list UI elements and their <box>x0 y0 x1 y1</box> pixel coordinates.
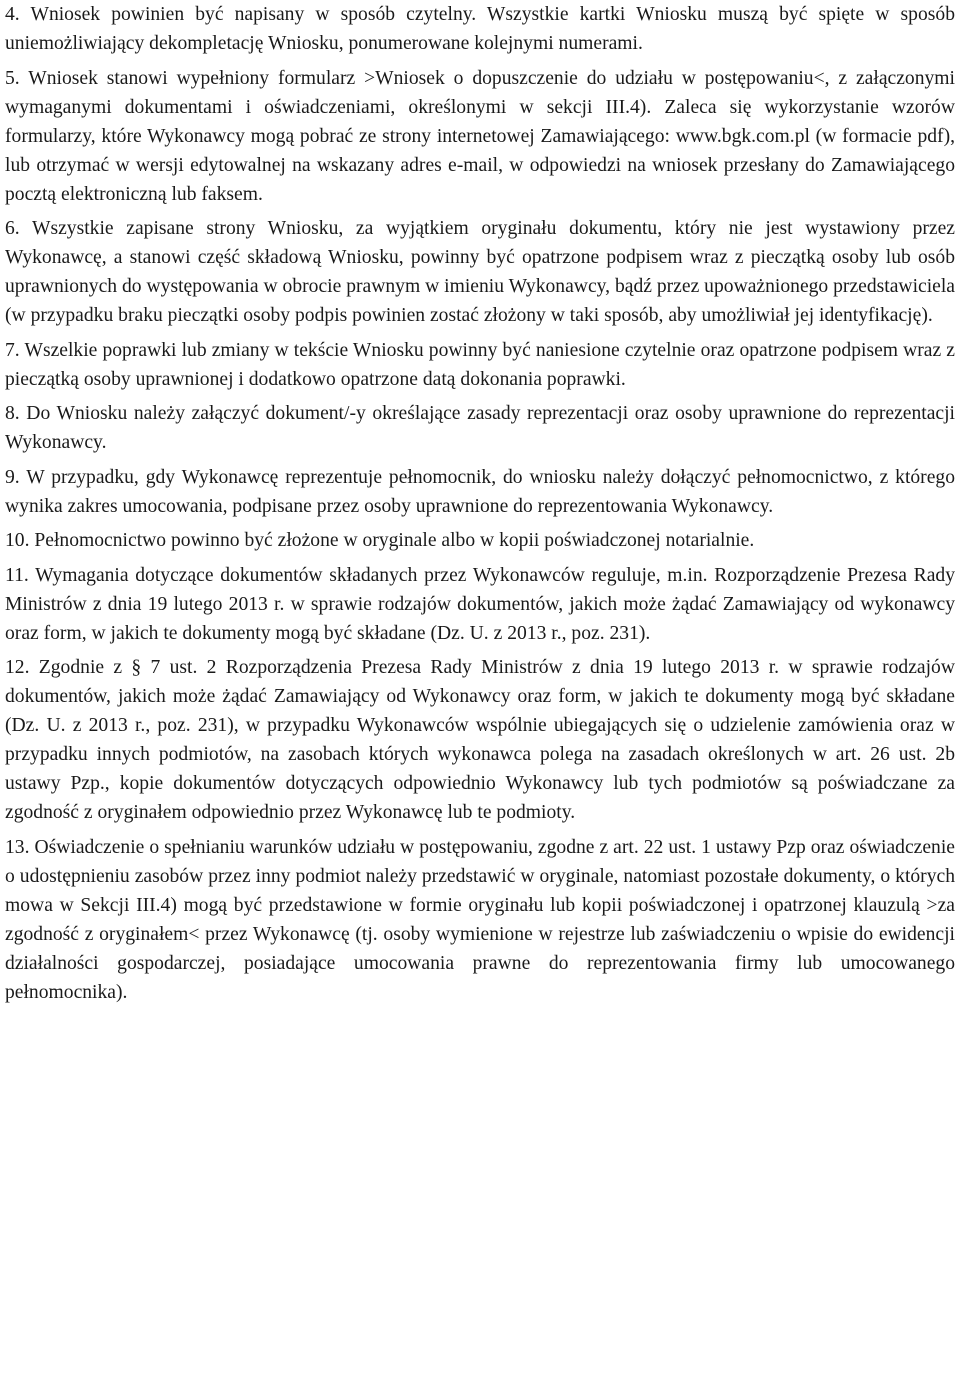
paragraph-4: 4. Wniosek powinien być napisany w sposób czytelny. Wszystkie kartki Wniosku muszą być spięte w sposób uniemożliwiający dekompletację Wniosku, ponumerowane kolejnymi numerami. <box>5 4 955 54</box>
paragraph-6: 6. Wszystkie zapisane strony Wniosku, za wyjątkiem oryginału dokumentu, który nie jest wystawiony przez Wykonawcę, a stanowi część składową Wniosku, powinny być opatrzone podpisem wraz z pieczątką osoby lub osób uprawnionych do występowania w obrocie prawnym w imieniu Wykonawcy, bądź przez upoważnionego przedstawiciela (w przypadku braku pieczątki osoby podpis powinien zostać złożony w taki sposób, aby umożliwiał jej identyfikację). <box>5 218 955 326</box>
paragraph-13: 13. Oświadczenie o spełnianiu warunków udziału w postępowaniu, zgodne z art. 22 ust. 1 ustawy Pzp oraz oświadczenie o udostępnieniu zasobów przez inny podmiot należy przedstawić w oryginale, natomiast pozostałe dokumenty, o których mowa w Sekcji III.4) mogą być przedstawione w formie oryginału lub kopii poświadczonej i opatrzonej klauzulą >za zgodność z oryginałem< przez Wykonawcę (tj. osoby wymienione w rejestrze lub zaświadczeniu o wpisie do ewidencji działalności gospodarczej, posiadające umocowania prawne do reprezentowania firmy lub umocowanego pełnomocnika). <box>5 836 955 1003</box>
paragraph-11: 11. Wymagania dotyczące dokumentów składanych przez Wykonawców reguluje, m.in. Rozporządzenie Prezesa Rady Ministrów z dnia 19 lutego 2013 r. w sprawie rodzajów dokumentów, jakich może żądać Zamawiający od wykonawcy oraz form, w jakich te dokumenty mogą być składane (Dz. U. z 2013 r., poz. 231). <box>5 564 955 644</box>
paragraph-8: 8. Do Wniosku należy załączyć dokument/-y określające zasady reprezentacji oraz osoby uprawnione do reprezentacji Wykonawcy. <box>5 403 955 453</box>
paragraph-12: 12. Zgodnie z § 7 ust. 2 Rozporządzenia Prezesa Rady Ministrów z dnia 19 lutego 2013 r. w sprawie rodzajów dokumentów, jakich może żądać Zamawiający od Wykonawcy oraz form, w jakich te dokumenty mogą być składane (Dz. U. z 2013 r., poz. 231), w przypadku Wykonawców wspólnie ubiegających się o udzielenie zamówienia oraz w przypadku innych podmiotów, na zasobach których wykonawca polega na zasadach określonych w art. 26 ust. 2b ustawy Pzp., kopie dokumentów dotyczących odpowiednio Wykonawcy lub tych podmiotów są poświadczane za zgodność z oryginałem odpowiednio przez Wykonawcę lub te podmioty. <box>5 657 955 823</box>
paragraph-5: 5. Wniosek stanowi wypełniony formularz >Wniosek o dopuszczenie do udziału w postępowaniu<, z załączonymi wymaganymi dokumentami i oświadczeniami, określonymi w sekcji III.4). Zaleca się wykorzystanie wzorów formularzy, które Wykonawcy mogą pobrać ze strony internetowej Zamawiającego: www.bgk.com.pl (w formacie pdf), lub otrzymać w wersji edytowalnej na wskazany adres e-mail, w odpowiedzi na wniosek przesłany do Zamawiającego pocztą elektroniczną lub faksem. <box>5 67 955 205</box>
paragraph-10: 10. Pełnomocnictwo powinno być złożone w oryginale albo w kopii poświadczonej notarialnie. <box>5 530 755 551</box>
paragraph-7: 7. Wszelkie poprawki lub zmiany w tekście Wniosku powinny być naniesione czytelnie oraz opatrzone podpisem wraz z pieczątką osoby uprawnionej i dodatkowo opatrzone datą dokonania poprawki. <box>5 339 955 390</box>
document-page <box>5 0 955 1012</box>
paragraph-9: 9. W przypadku, gdy Wykonawcę reprezentuje pełnomocnik, do wniosku należy dołączyć pełnomocnictwo, z którego wynika zakres umocowania, podpisane przez osoby uprawnione do reprezentowania Wykonawcy. <box>5 466 955 517</box>
